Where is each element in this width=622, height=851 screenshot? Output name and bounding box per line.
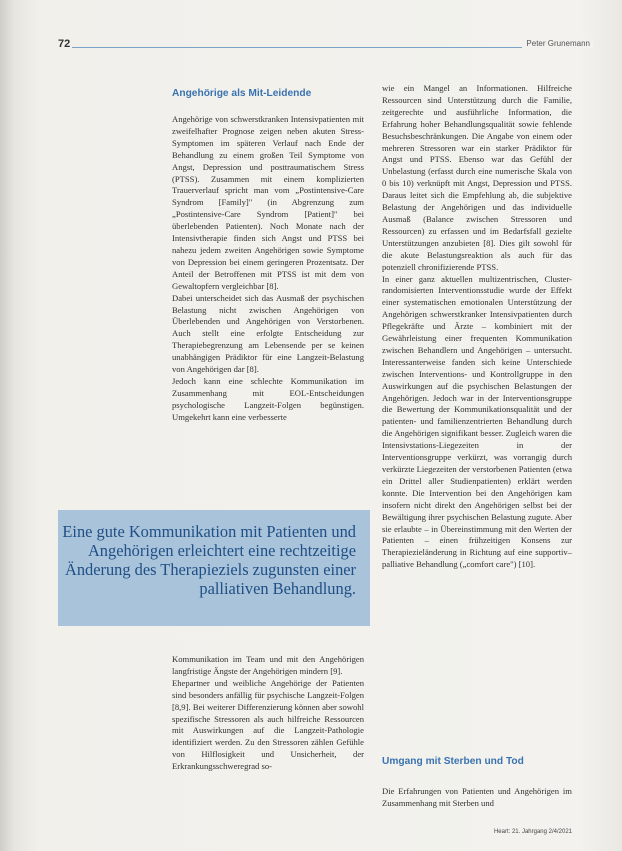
paragraph: wie ein Mangel an Informationen. Hilfreiche Ressourcen sind Unterstützung durch die Familie, zeitgerechte und ausführliche Information, die Erfahrung hoher Behandlungsqualität sowie fehlende Besuchsbeschränkungen. Die Angabe von einem oder mehreren Stressoren war ein starker Prädiktor für Angst und PTSS. Ebenso war das Gefühl der Unbelastung (erfasst durch eine numerische Skala von 0 bis 10) verknüpft mit Angst, Depression und PTSS. Daraus leitet sich die Empfehlung ab, die subjektive Belastung der Angehörigen und das individuelle Ausmaß (Balance zwischen Stressoren und Ressourcen) zu erfassen und im Bedarfsfall gezielte Unterstützungen anzubieten [8]. Dies gilt sowohl für die akute Belastungsreaktion als auch für das potenziell chronifizierende PTSS.: [382, 83, 572, 272]
paragraph: Ehepartner und weibliche Angehörige der Patienten sind besonders anfällig für psychische Langzeit-Folgen [8,9]. Bei weiterer Differenzierung können aber sowohl spezifische Stressoren als auch hilfreiche Ressourcen mit Auswirkungen auf die Langzeit-Pathologie identifiziert werden. Zu den Stressoren zählen Gefühle von Hilflosigkeit und Unsicherheit, der Erkrankungsschweregrad so-: [172, 677, 364, 772]
paragraph: Die Erfahrungen von Patienten und Angehörigen im Zusammenhang mit Sterben und: [382, 786, 572, 808]
paragraph: Angehörige von schwerstkranken Intensivpatienten mit zweifelhafter Prognose zeigen neben akuten Stress-Symptomen im späteren Verlauf nach Ende der Behandlung zu einem großen Teil Symptome von Angst, Depression und posttraumatischem Stress (PTSS). Zusammen mit einem komplizierten Trauerverlauf spricht man vom „Postintensive-Care Syndrom [Family]" (in Abgrenzung zum „Postintensive-Care Syndrom [Patient]" bei überlebenden Patienten). Noch Monate nach der Intensivtherapie finden sich Angst und PTSS bei nahezu jedem zweiten Angehörigen sowie Symptome von Depression bei einem geringeren Prozentsatz. Der Anteil der Betroffenen mit PTSS ist mit dem von Gewaltopfern vergleichbar [8].: [172, 114, 364, 291]
section-heading-angehoerige: Angehörige als Mit-Leidende: [172, 88, 312, 99]
header-rule: [72, 47, 564, 48]
page-header: [0, 38, 622, 50]
page-footer: Heart: 21. Jahrgang 2/4/2021: [493, 829, 572, 835]
pull-quote-text: Eine gute Kommunikation mit Patienten und Angehörigen erleichtert eine rechtzeitige Änderung des Therapieziels zugunsten einer palliativen Behandlung.: [62, 522, 356, 598]
paragraph: Jedoch kann eine schlechte Kommunikation im Zusammenhang mit EOL-Entscheidungen psychologische Langzeit-Folgen begünstigen. Umgekehrt kann eine verbesserte: [172, 375, 364, 422]
column-right-bottom: [382, 786, 572, 810]
column-right-top: [382, 83, 572, 571]
paragraph: In einer ganz aktuellen multizentrischen, Cluster-randomisierten Interventionsstudie wurde der Effekt einer systematischen emotionalen Unterstützung der Angehörigen schwerstkranker Intensivpatienten durch Pflegekräfte und Ärzte – kombiniert mit der Gewährleistung einer frequenten Kommunikation zwischen Behandlern und Angehörigen – untersucht. Interessanterweise fanden sich keine Unterschiede zwischen Interventions- und Kontrollgruppe in den Auswirkungen auf die psychischen Belastungen der Angehörigen. Jedoch war in der Interventionsgruppe die Bewertung der Kommunikationsqualität und der patienten- und familienzentrierten Behandlung durch die Angehörigen signifikant besser. Zugleich waren die Intensivstations-Liegezeiten in der Interventionsgruppe verkürzt, was vorrangig durch verkürzte Liegezeiten der verstorbenen Patienten (etwa ein Drittel aller Studienpatienten) erklärt werden konnte. Die Intervention bei den Angehörigen kam insofern nicht direkt den Angehörigen selbst bei der Bewältigung ihrer psychischen Belastung zugute. Aber sie erlaubte – in Übereinstimmung mit den Werten der Patienten – einen frühzeitigen Konsens zur Therapiezieländerung in Richtung auf eine supportiv–palliative Behandlung („comfort care") [10].: [382, 273, 572, 570]
paragraph: Dabei unterscheidet sich das Ausmaß der psychischen Belastung nicht zwischen Angehörigen von Überlebenden und Angehörigen von Verstorbenen. Auch stellt eine erfolgte Entscheidung zur Therapiebegrenzung am Lebensende per se keinen unabhängigen Prädiktor für eine Langzeit-Belastung von Angehörigen dar [8].: [172, 292, 364, 375]
page-number: 72: [58, 38, 71, 50]
section-heading-sterben: Umgang mit Sterben und Tod: [382, 756, 524, 767]
running-head: Peter Grunemann: [522, 39, 594, 48]
column-left-top: [172, 114, 364, 424]
column-left-bottom: [172, 654, 364, 773]
paragraph: Kommunikation im Team und mit den Angehörigen langfristige Ängste der Angehörigen mindern [9].: [172, 654, 364, 676]
pull-quote-box: [58, 510, 370, 626]
